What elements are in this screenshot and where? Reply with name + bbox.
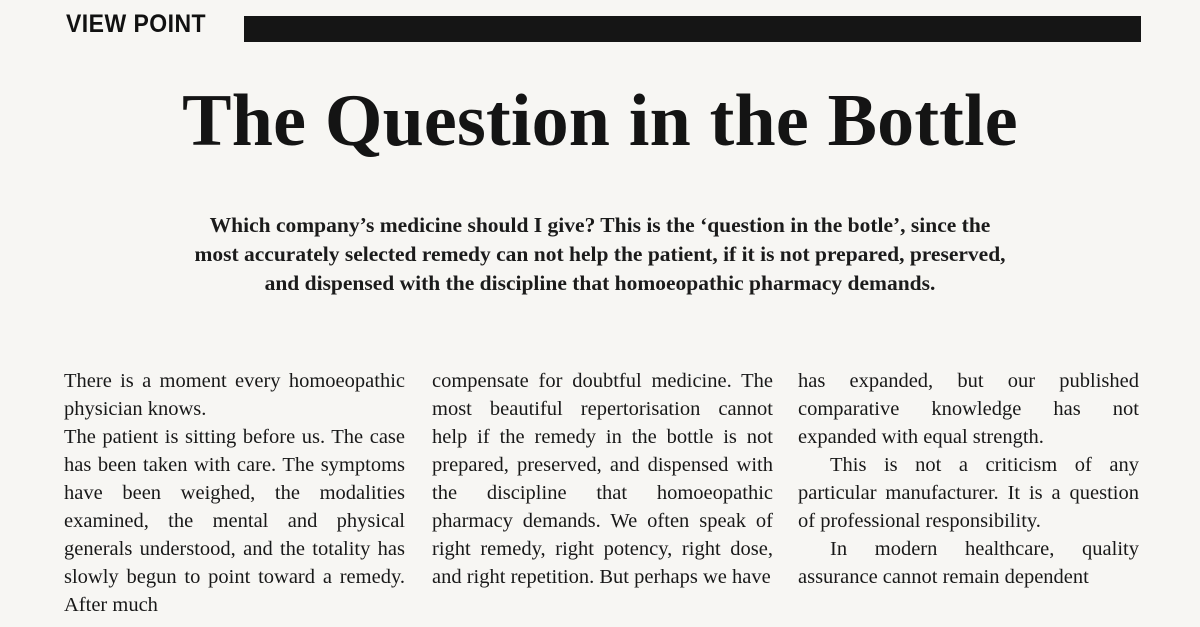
- body-paragraph: The patient is sitting before us. The case has been taken with care. The symptoms have been weighed, the modalities examined, the mental and physical generals understood, and the totality has slowly begun to point toward a remedy. After much: [64, 426, 405, 616]
- article-title: The Question in the Bottle: [182, 80, 1018, 162]
- body-paragraph: There is a moment every homoeopathic physician knows.: [64, 370, 405, 420]
- body-column-3: [798, 367, 1139, 591]
- body-paragraph: compensate for doubtful medicine. The most beautiful repertorisation cannot help if the remedy in the bottle is not prepared, preserved, and dispensed with the discipline that homoeopathic pharmacy demands. We often speak of right remedy, right potency, right dose, and right repetition. But perhaps we have: [432, 370, 773, 588]
- body-column-2: [432, 367, 773, 591]
- section-label: VIEW POINT: [66, 10, 207, 38]
- article-deck: Which company’s medicine should I give? This is the ‘question in the botle’, since the most accurately selected remedy can not help the patient, if it is not prepared, preserved, and dispensed with the discipline that homoeopathic pharmacy demands.: [194, 213, 1006, 295]
- body-paragraph: In modern healthcare, quality assurance cannot remain dependent: [798, 538, 1139, 588]
- body-column-1: [64, 367, 405, 619]
- body-paragraph: has expanded, but our published comparative knowledge has not expanded with equal strength.: [798, 370, 1139, 448]
- body-paragraph: This is not a criticism of any particular manufacturer. It is a question of professional responsibility.: [798, 454, 1139, 532]
- header-rule-bar: [244, 16, 1141, 42]
